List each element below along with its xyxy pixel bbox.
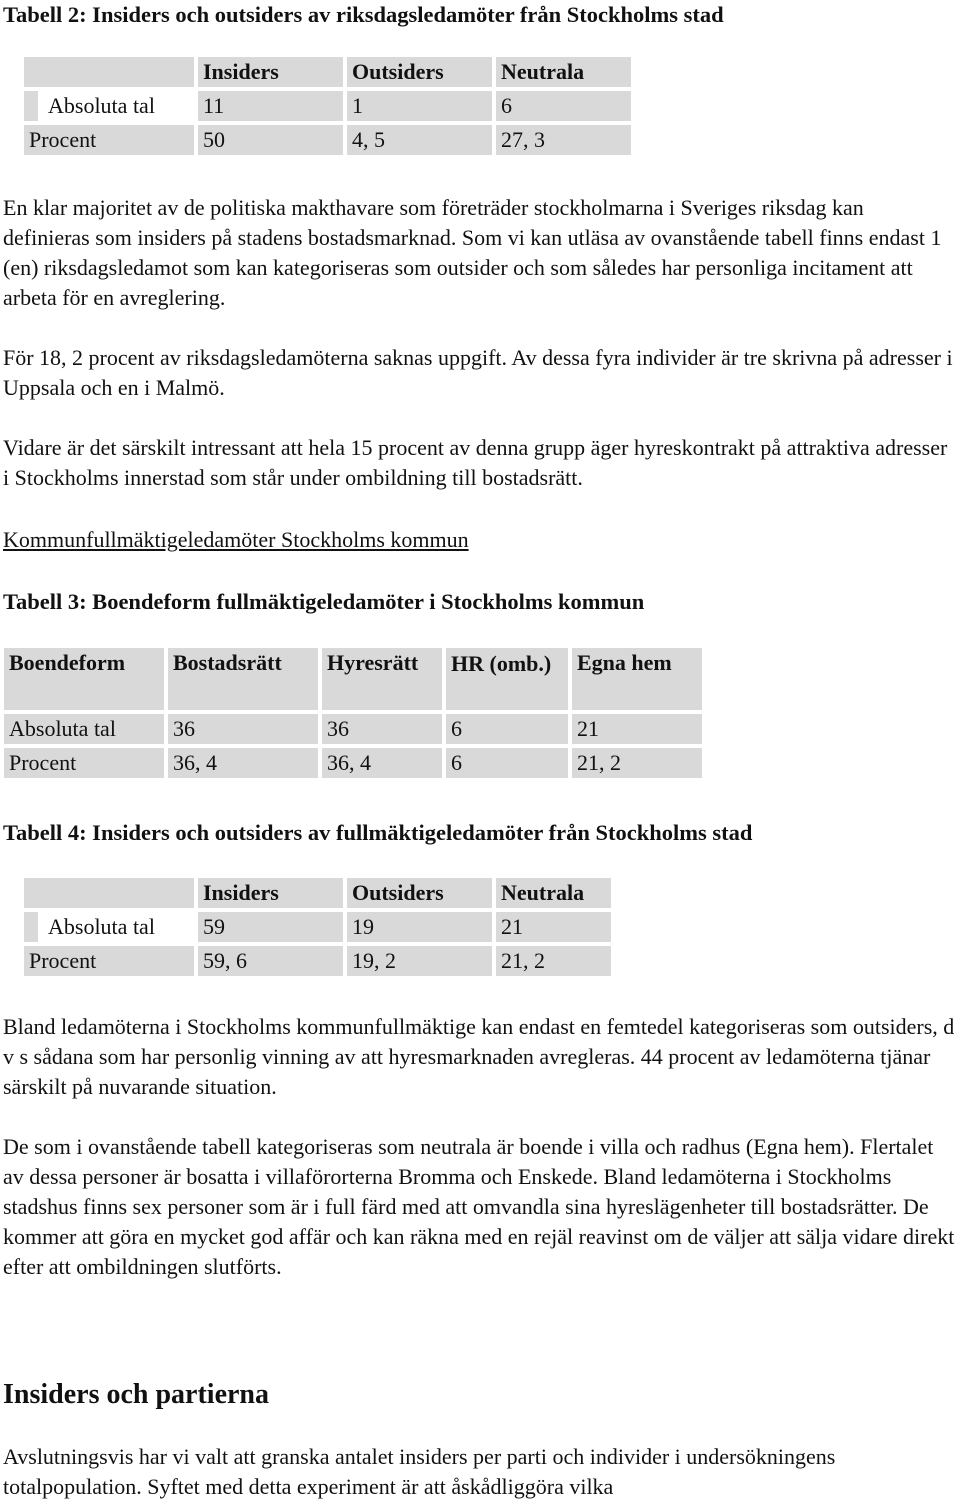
table-cell: Procent: [24, 946, 194, 976]
table-header: Neutrala: [496, 57, 631, 87]
table3-caption: Tabell 3: Boendeform fullmäktigeledamöter i Stockholms kommun: [3, 589, 645, 614]
body-text-2: [3, 1012, 955, 1282]
table-row: [24, 125, 631, 155]
table-row: [24, 57, 631, 87]
table-cell: 6: [446, 714, 568, 744]
table-header: Outsiders: [347, 57, 492, 87]
body-text-1: [3, 193, 955, 493]
table-cell: 21, 2: [572, 748, 702, 778]
section-heading: Insiders och partierna: [3, 1379, 269, 1410]
table-header: Boendeform: [4, 648, 164, 710]
paragraph: För 18, 2 procent av riksdagsledamöterna saknas uppgift. Av dessa fyra individer är tre skrivna på adresser i Uppsala och en i Malmö.: [3, 345, 953, 400]
table-cell: 50: [198, 125, 343, 155]
table-cell: 36, 4: [168, 748, 318, 778]
paragraph: De som i ovanstående tabell kategoriseras som neutrala är boende i villa och radhus (Egna hem). Flertalet av dessa personer är bosatta i villaförorterna Bromma och Enskede. Bland ledamöterna i Stockholms stadshus finns sex personer som är i full färd med att omvandla sina hyreslägenheter till bostadsrätter. De kommer att göra en mycket god affär och kan räkna med en rejäl reavinst om de väljer att sälja vidare direkt efter att ombildningen slutförts.: [3, 1134, 955, 1279]
table-cell: Absoluta tal: [24, 91, 194, 121]
table-row: [4, 714, 702, 744]
table-cell: Procent: [4, 748, 164, 778]
table-cell: 21: [572, 714, 702, 744]
table4: [20, 874, 615, 980]
table-cell: 36: [168, 714, 318, 744]
table-cell: 6: [496, 91, 631, 121]
table-cell: Absoluta tal: [24, 912, 194, 942]
table4-caption: Tabell 4: Insiders och outsiders av fullmäktigeledamöter från Stockholms stad: [3, 820, 753, 845]
table-cell: 19, 2: [347, 946, 492, 976]
table-cell: Procent: [24, 125, 194, 155]
table-header: Bostadsrätt: [168, 648, 318, 710]
table-cell: [24, 878, 194, 908]
table-row: [24, 946, 611, 976]
table-row: [24, 91, 631, 121]
table-cell: 4, 5: [347, 125, 492, 155]
table-header: Hyresrätt: [322, 648, 442, 710]
table-header: HR (omb.): [446, 648, 568, 710]
paragraph: Avslutningsvis har vi valt att granska antalet insiders per parti och individer i undersökningens totalpopulation. Syftet med detta experiment är att åskådliggöra vilka: [3, 1444, 836, 1499]
table-cell: 59: [198, 912, 343, 942]
table-cell: 19: [347, 912, 492, 942]
table-cell: 27, 3: [496, 125, 631, 155]
table-cell: [24, 57, 194, 87]
table-cell: 1: [347, 91, 492, 121]
table-header: Outsiders: [347, 878, 492, 908]
table-cell: 36, 4: [322, 748, 442, 778]
table-cell: Absoluta tal: [4, 714, 164, 744]
table-row: [4, 648, 702, 710]
table-cell: 11: [198, 91, 343, 121]
table-cell: 21, 2: [496, 946, 611, 976]
table-row: [24, 878, 611, 908]
table2-caption: Tabell 2: Insiders och outsiders av riksdagsledamöter från Stockholms stad: [3, 2, 724, 27]
paragraph: En klar majoritet av de politiska makthavare som företräder stockholmarna i Sveriges riksdag kan definieras som insiders på stadens bostadsmarknad. Som vi kan utläsa av ovanstående tabell finns endast 1 (en) riksdagsledamot som kan kategoriseras som outsider och som således har personliga incitament att arbeta för en avreglering.: [3, 195, 942, 310]
table-cell: 36: [322, 714, 442, 744]
table2: [20, 53, 635, 159]
body-text-3: [3, 1442, 955, 1502]
table-cell: 21: [496, 912, 611, 942]
section-link[interactable]: Kommunfullmäktigeledamöter Stockholms kommun: [3, 527, 469, 552]
paragraph: Vidare är det särskilt intressant att hela 15 procent av denna grupp äger hyreskontrakt på attraktiva adresser i Stockholms innerstad som står under ombildning till bostadsrätt.: [3, 435, 948, 490]
table-cell: 59, 6: [198, 946, 343, 976]
table-header: Egna hem: [572, 648, 702, 710]
table-cell: 6: [446, 748, 568, 778]
table-header: Neutrala: [496, 878, 611, 908]
paragraph: Bland ledamöterna i Stockholms kommunfullmäktige kan endast en femtedel kategoriseras som outsiders, d v s sådana som har personlig vinning av att hyresmarknaden avregleras. 44 procent av ledamöterna tjänar särskilt på nuvarande situation.: [3, 1014, 955, 1099]
table-row: [4, 748, 702, 778]
table-header: Insiders: [198, 57, 343, 87]
table-row: [24, 912, 611, 942]
table-header: Insiders: [198, 878, 343, 908]
table3: [0, 644, 706, 782]
